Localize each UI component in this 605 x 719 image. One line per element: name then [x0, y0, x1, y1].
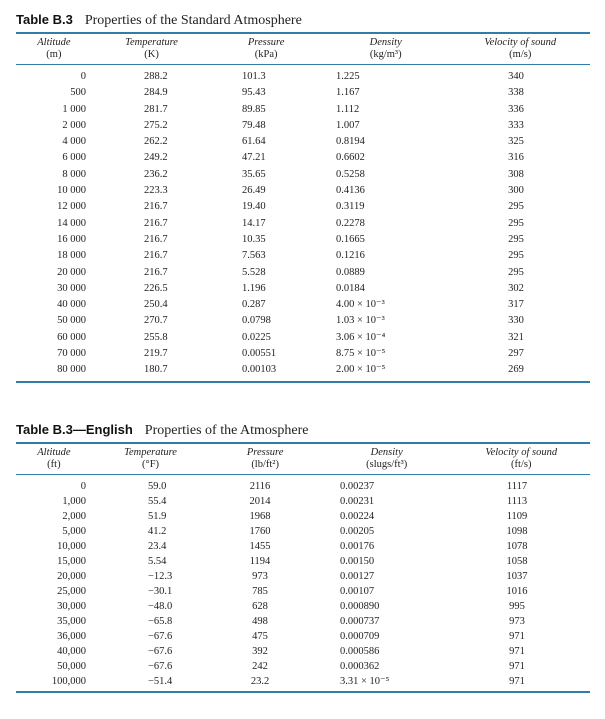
table-row: [16, 313, 590, 329]
table-row: [16, 297, 590, 313]
cell-altitude: 500: [70, 87, 86, 99]
cell-temperature: 270.7: [144, 315, 168, 327]
cell-velocity-of-sound: 333: [508, 119, 524, 131]
table-row: [16, 569, 590, 584]
cell-temperature: 284.9: [144, 87, 168, 99]
cell-altitude: 18 000: [57, 250, 86, 262]
cell-pressure: 1760: [249, 526, 271, 537]
cell-density: 0.5258: [336, 168, 365, 180]
cell-pressure: 498: [252, 616, 268, 627]
cell-temperature: 51.9: [148, 511, 167, 522]
table-title: Properties of the Standard Atmosphere: [84, 13, 302, 28]
header-velocity-of-sound: Velocity of sound (m/s): [484, 37, 557, 60]
cell-temperature: 216.7: [144, 201, 168, 213]
header-pressure: Pressure (lb/ft²): [246, 447, 284, 470]
cell-velocity-of-sound: 295: [508, 201, 524, 213]
cell-temperature: −65.8: [148, 616, 173, 627]
cell-altitude: 70 000: [57, 348, 86, 360]
cell-pressure: 392: [252, 646, 268, 657]
cell-density: 0.00107: [340, 586, 375, 597]
cell-altitude: 50 000: [57, 315, 86, 327]
cell-velocity-of-sound: 295: [508, 266, 524, 278]
cell-temperature: 216.7: [144, 233, 168, 245]
cell-temperature: −67.6: [148, 631, 173, 642]
cell-altitude: 14 000: [57, 217, 86, 229]
cell-pressure: 1455: [249, 541, 271, 552]
cell-velocity-of-sound: 269: [508, 364, 524, 376]
cell-velocity-of-sound: 308: [508, 168, 524, 180]
cell-velocity-of-sound: 1109: [506, 511, 528, 522]
table-row: [16, 584, 590, 599]
cell-altitude: 20,000: [57, 571, 86, 582]
cell-pressure: 0.00551: [242, 348, 277, 360]
table-label: Table B.3—English: [16, 422, 133, 437]
cell-density: 2.00 × 10⁻⁵: [336, 364, 386, 376]
cell-density: 1.03 × 10⁻³: [336, 315, 385, 327]
cell-temperature: 219.7: [144, 348, 168, 360]
cell-temperature: 5.54: [148, 556, 167, 567]
cell-pressure: 61.64: [242, 136, 266, 148]
cell-altitude: 6 000: [62, 152, 86, 164]
cell-density: 1.167: [336, 87, 360, 99]
cell-pressure: 785: [252, 586, 268, 597]
cell-density: 0.00224: [340, 511, 375, 522]
cell-altitude: 20 000: [57, 266, 86, 278]
cell-pressure: 0.0225: [242, 331, 271, 343]
cell-velocity-of-sound: 971: [509, 661, 525, 672]
cell-velocity-of-sound: 340: [508, 71, 524, 82]
cell-velocity-of-sound: 1058: [506, 556, 528, 567]
cell-temperature: 250.4: [144, 299, 168, 311]
cell-pressure: 2014: [249, 496, 271, 507]
cell-temperature: 288.2: [144, 71, 168, 82]
table-row: [16, 167, 590, 183]
table-body: [16, 475, 590, 689]
cell-altitude: 0: [80, 71, 86, 82]
cell-velocity-of-sound: 295: [508, 250, 524, 262]
cell-pressure: 973: [252, 571, 268, 582]
cell-temperature: 281.7: [144, 103, 168, 115]
table-row: [16, 150, 590, 166]
table-row: [16, 674, 590, 689]
cell-density: 0.6602: [336, 152, 365, 164]
cell-pressure: 14.17: [242, 217, 266, 229]
cell-temperature: 262.2: [144, 136, 168, 148]
cell-altitude: 25,000: [57, 586, 86, 597]
cell-altitude: 35,000: [57, 616, 86, 627]
cell-altitude: 1,000: [62, 496, 86, 507]
header-density: Density (slugs/ft³): [366, 447, 408, 470]
table-row: [16, 69, 590, 85]
cell-altitude: 36,000: [57, 631, 86, 642]
cell-altitude: 12 000: [57, 201, 86, 213]
table-row: [16, 102, 590, 118]
cell-altitude: 0: [80, 481, 86, 492]
table-row: [16, 539, 590, 554]
cell-density: 0.00205: [340, 526, 375, 537]
english-atmosphere-table: [16, 418, 590, 693]
header-pressure: Pressure (kPa): [247, 37, 285, 60]
table-row: [16, 330, 590, 346]
cell-altitude: 10,000: [57, 541, 86, 552]
cell-density: 0.3119: [336, 201, 365, 213]
cell-temperature: −67.6: [148, 661, 173, 672]
cell-altitude: 2,000: [62, 511, 86, 522]
cell-temperature: −51.4: [148, 676, 173, 687]
cell-density: 1.225: [336, 71, 360, 82]
cell-pressure: 1.196: [242, 282, 266, 294]
cell-velocity-of-sound: 302: [508, 282, 524, 294]
cell-velocity-of-sound: 330: [508, 315, 524, 327]
cell-velocity-of-sound: 971: [509, 646, 525, 657]
cell-altitude: 50,000: [57, 661, 86, 672]
cell-pressure: 5.528: [242, 266, 266, 278]
table-row: [16, 248, 590, 264]
cell-pressure: 89.85: [242, 103, 266, 115]
cell-velocity-of-sound: 1078: [506, 541, 528, 552]
table-caption: [16, 8, 590, 32]
table-row: [16, 509, 590, 524]
table-row: [16, 629, 590, 644]
header-density: Density (kg/m³): [369, 37, 402, 60]
cell-density: 3.31 × 10⁻⁵: [340, 676, 390, 687]
cell-pressure: 26.49: [242, 185, 266, 197]
table-row: [16, 85, 590, 101]
cell-velocity-of-sound: 973: [509, 616, 525, 627]
table-row: [16, 479, 590, 494]
cell-temperature: 180.7: [144, 364, 168, 376]
cell-temperature: 216.7: [144, 250, 168, 262]
table-row: [16, 134, 590, 150]
cell-density: 8.75 × 10⁻⁵: [336, 348, 386, 360]
cell-density: 0.000586: [340, 646, 380, 657]
cell-pressure: 628: [252, 601, 268, 612]
cell-velocity-of-sound: 1098: [506, 526, 528, 537]
cell-temperature: 275.2: [144, 119, 168, 131]
cell-density: 0.000362: [340, 661, 380, 672]
cell-pressure: 47.21: [242, 152, 266, 164]
cell-pressure: 35.65: [242, 168, 266, 180]
cell-temperature: −12.3: [148, 571, 173, 582]
header-altitude: Altitude (m): [37, 37, 71, 60]
cell-density: 1.112: [336, 103, 360, 115]
table-title: Properties of the Atmosphere: [144, 423, 309, 438]
cell-temperature: 55.4: [148, 496, 167, 507]
cell-temperature: 236.2: [144, 168, 168, 180]
header-temperature: Temperature (K): [125, 37, 178, 60]
table-row: [16, 281, 590, 297]
cell-temperature: −67.6: [148, 646, 173, 657]
cell-pressure: 0.0798: [242, 315, 271, 327]
cell-pressure: 19.40: [242, 201, 266, 213]
cell-altitude: 4 000: [62, 136, 86, 148]
cell-velocity-of-sound: 295: [508, 217, 524, 229]
table-row: [16, 183, 590, 199]
cell-velocity-of-sound: 971: [509, 676, 525, 687]
table-row: [16, 346, 590, 362]
cell-density: 4.00 × 10⁻³: [336, 299, 385, 311]
cell-temperature: −48.0: [148, 601, 173, 612]
cell-density: 0.1216: [336, 250, 365, 262]
table-row: [16, 599, 590, 614]
cell-velocity-of-sound: 316: [508, 152, 524, 164]
table-row: [16, 614, 590, 629]
cell-altitude: 30,000: [57, 601, 86, 612]
cell-density: 0.00176: [340, 541, 375, 552]
table-caption: [16, 418, 590, 442]
cell-temperature: 249.2: [144, 152, 168, 164]
cell-density: 0.4136: [336, 185, 365, 197]
table-row: [16, 659, 590, 674]
cell-altitude: 30 000: [57, 282, 86, 294]
cell-altitude: 80 000: [57, 364, 86, 376]
cell-density: 1.007: [336, 119, 360, 131]
cell-temperature: 216.7: [144, 217, 168, 229]
cell-velocity-of-sound: 300: [508, 185, 524, 197]
cell-velocity-of-sound: 1016: [506, 586, 528, 597]
cell-density: 0.00127: [340, 571, 375, 582]
cell-density: 0.000890: [340, 601, 380, 612]
cell-pressure: 1194: [249, 556, 271, 567]
cell-pressure: 1968: [249, 511, 271, 522]
cell-altitude: 1 000: [62, 103, 86, 115]
header-velocity-of-sound: Velocity of sound (ft/s): [485, 447, 558, 470]
cell-density: 0.0184: [336, 282, 365, 294]
cell-temperature: 23.4: [148, 541, 167, 552]
cell-density: 0.2278: [336, 217, 365, 229]
bottom-rule: [16, 381, 590, 383]
cell-density: 0.000737: [340, 616, 380, 627]
cell-velocity-of-sound: 995: [509, 601, 525, 612]
cell-altitude: 100,000: [51, 676, 86, 687]
cell-altitude: 16 000: [57, 233, 86, 245]
cell-temperature: 216.7: [144, 266, 168, 278]
table-row: [16, 265, 590, 281]
cell-altitude: 10 000: [57, 185, 86, 197]
cell-temperature: 41.2: [148, 526, 167, 537]
cell-velocity-of-sound: 295: [508, 233, 524, 245]
table-header: [16, 444, 590, 471]
cell-altitude: 2 000: [62, 119, 86, 131]
table-body: [16, 65, 590, 379]
cell-pressure: 101.3: [242, 71, 266, 82]
table-label: Table B.3: [16, 12, 73, 27]
cell-altitude: 8 000: [62, 168, 86, 180]
table-row: [16, 644, 590, 659]
cell-velocity-of-sound: 1037: [506, 571, 528, 582]
cell-temperature: 59.0: [148, 481, 167, 492]
cell-velocity-of-sound: 325: [508, 136, 524, 148]
header-temperature: Temperature (°F): [124, 447, 177, 470]
cell-density: 3.06 × 10⁻⁴: [336, 331, 386, 343]
cell-altitude: 40,000: [57, 646, 86, 657]
cell-velocity-of-sound: 321: [508, 331, 524, 343]
cell-pressure: 0.00103: [242, 364, 277, 376]
table-row: [16, 524, 590, 539]
cell-pressure: 95.43: [242, 87, 266, 99]
table-row: [16, 554, 590, 569]
table-row: [16, 494, 590, 509]
table-row: [16, 362, 590, 378]
cell-temperature: 223.3: [144, 185, 168, 197]
cell-temperature: 255.8: [144, 331, 168, 343]
cell-density: 0.1665: [336, 233, 365, 245]
cell-density: 0.00237: [340, 481, 375, 492]
cell-pressure: 242: [252, 661, 268, 672]
cell-velocity-of-sound: 297: [508, 348, 524, 360]
cell-temperature: 226.5: [144, 282, 168, 294]
cell-temperature: −30.1: [148, 586, 173, 597]
cell-altitude: 60 000: [57, 331, 86, 343]
cell-altitude: 15,000: [57, 556, 86, 567]
bottom-rule: [16, 691, 590, 693]
cell-velocity-of-sound: 317: [508, 299, 524, 311]
table-row: [16, 118, 590, 134]
cell-density: 0.00231: [340, 496, 375, 507]
cell-pressure: 79.48: [242, 119, 266, 131]
cell-pressure: 2116: [249, 481, 271, 492]
cell-velocity-of-sound: 1113: [506, 496, 528, 507]
cell-pressure: 7.563: [242, 250, 266, 262]
cell-velocity-of-sound: 336: [508, 103, 524, 115]
cell-pressure: 0.287: [242, 299, 266, 311]
cell-density: 0.000709: [340, 631, 380, 642]
table-row: [16, 199, 590, 215]
cell-altitude: 40 000: [57, 299, 86, 311]
header-altitude: Altitude (ft): [37, 447, 71, 470]
table-row: [16, 232, 590, 248]
cell-velocity-of-sound: 338: [508, 87, 524, 99]
cell-pressure: 475: [252, 631, 268, 642]
cell-density: 0.0889: [336, 266, 365, 278]
cell-altitude: 5,000: [62, 526, 86, 537]
cell-pressure: 23.2: [250, 676, 270, 687]
cell-density: 0.00150: [340, 556, 375, 567]
table-header: [16, 34, 590, 61]
cell-velocity-of-sound: 1117: [506, 481, 528, 492]
cell-pressure: 10.35: [242, 233, 266, 245]
table-row: [16, 216, 590, 232]
standard-atmosphere-table: [16, 8, 590, 383]
cell-density: 0.8194: [336, 136, 365, 148]
cell-velocity-of-sound: 971: [509, 631, 525, 642]
